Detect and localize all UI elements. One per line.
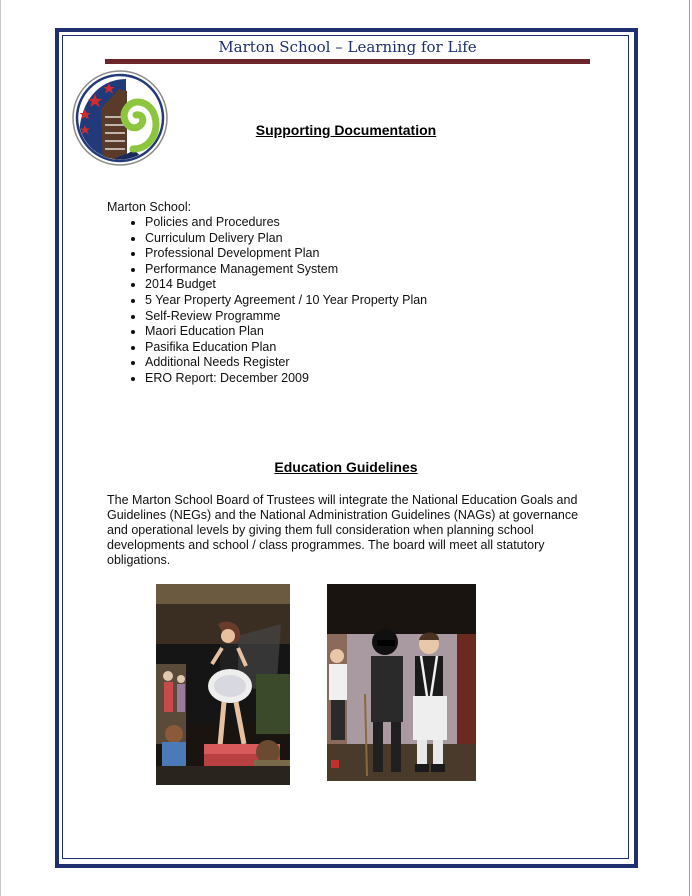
list-item: • ERO Report: December 2009 bbox=[145, 371, 427, 387]
page-edge bbox=[0, 0, 1, 896]
header-title: Marton School – Learning for Life bbox=[218, 38, 477, 56]
costume-boys-photo bbox=[327, 584, 476, 781]
page-edge bbox=[689, 0, 690, 896]
list-item: • 2014 Budget bbox=[145, 277, 427, 293]
list-item: • Maori Education Plan bbox=[145, 324, 427, 340]
supporting-documentation-heading: Supporting Documentation bbox=[255, 122, 437, 138]
header-rule bbox=[105, 59, 590, 64]
supporting-document-list bbox=[107, 215, 427, 387]
supporting-intro: Marton School: bbox=[107, 200, 192, 214]
list-item: • Performance Management System bbox=[145, 262, 427, 278]
list-item: • Policies and Procedures bbox=[145, 215, 427, 231]
stage-performance-photo bbox=[156, 584, 290, 785]
list-item: • Professional Development Plan bbox=[145, 246, 427, 262]
list-item: • 5 Year Property Agreement / 10 Year Property Plan bbox=[145, 293, 427, 309]
list-item: • Self-Review Programme bbox=[145, 309, 427, 325]
education-guidelines-paragraph: The Marton School Board of Trustees will integrate the National Education Goals and Guidelines (NEGs) and the National Administration Guidelines (NAGs) at governance and operational levels by giving them full consideration when planning school developments and school / class programmes. The board will meet all statutory obligations. bbox=[107, 493, 579, 567]
education-guidelines-heading: Education Guidelines bbox=[274, 459, 418, 475]
koru-school-logo-icon bbox=[71, 69, 169, 167]
list-item: • Curriculum Delivery Plan bbox=[145, 231, 427, 247]
list-item: • Additional Needs Register bbox=[145, 355, 427, 371]
list-item: • Pasifika Education Plan bbox=[145, 340, 427, 356]
